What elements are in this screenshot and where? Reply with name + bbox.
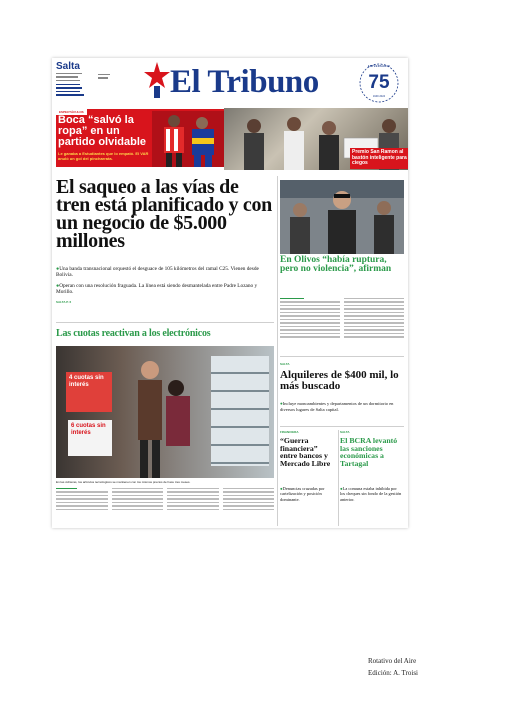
city-label: Salta — [56, 61, 80, 72]
credits-line-2: Edición: A. Troisi — [368, 669, 418, 677]
shoppers-figures — [126, 354, 206, 478]
alquileres-summary — [280, 401, 404, 412]
promo-headline: Boca “salvó la ropa” en un partido olvidable — [58, 114, 147, 148]
ibcra-kicker: SALTA — [340, 430, 350, 434]
guerra-headline[interactable]: “Guerra financiera” entre bancos y Mercado Libre — [280, 436, 331, 468]
anniversary-number: 75 — [368, 72, 390, 93]
olivos-headline[interactable]: En Olivos “había ruptura, pero no violencia”, afirman — [280, 255, 392, 274]
alquileres-kicker: SALTA — [280, 362, 290, 366]
promo-subline: Le ganaba a Estudiantes que lo empató. El VAR anuló un gol del pincharrata. — [58, 151, 149, 161]
ibcra-summary-text: La comuna estaba inhibida por los cheques sin fondo de la gestión anterior. — [340, 486, 402, 502]
newspaper-front-page — [52, 58, 408, 528]
main-story-kicker: SALTA P. 6 — [56, 299, 72, 304]
bullet-dot-icon: ● — [56, 282, 60, 289]
store-photo — [56, 346, 274, 478]
edition-credits — [368, 655, 418, 679]
store-shelves — [211, 356, 269, 466]
alquileres-summary-text: Incluye monoambientes y departamentos de un dormitorio en diversos lugares de Salta capital. — [280, 401, 394, 412]
anniversary-years: 1949 2024 — [372, 95, 386, 98]
main-bullet-1-text: Una banda transnacional orquestó el desguace de 105 kilómetros del ramal C25. Vienen desde Bolivia. — [56, 266, 259, 279]
store-caption: En las vidrieras, los artículos tecnológicos se mantienen con los mismos precios de hace tres meses. — [56, 480, 191, 484]
main-bullet-1 — [56, 266, 274, 279]
section-divider — [56, 322, 274, 323]
award-caption: Premio San Ramon al bastón inteligente para ciegos — [350, 148, 408, 169]
bullet-dot-icon: ● — [280, 401, 283, 406]
social-links — [56, 84, 88, 98]
guerra-kicker: FINANCIERA — [280, 430, 299, 434]
bullet-dot-icon: ● — [340, 486, 343, 491]
cuotas-headline[interactable]: Las cuotas reactivan a los electrónicos — [56, 328, 211, 339]
body-column — [56, 488, 108, 526]
main-bullet-2 — [56, 283, 274, 296]
body-column — [112, 488, 164, 526]
alquileres-headline[interactable]: Alquileres de $400 mil, lo más buscado — [280, 369, 399, 392]
bullet-dot-icon: ● — [56, 266, 60, 272]
ibcra-headline[interactable]: El BCRA levantó las sanciones económicas a Tartagal — [340, 436, 398, 468]
main-headline[interactable]: El saqueo a las vías de tren está planificado y con un negocio de $5.000 millones — [56, 176, 272, 252]
main-bullet-2-text: Operan con una resolución fraguada. La línea está siendo desmantelada entre Padre Lozano y Morillo. — [56, 282, 258, 296]
section-divider — [280, 356, 404, 357]
section-divider — [280, 426, 404, 427]
column-rule — [338, 430, 339, 526]
olivos-body-right — [344, 298, 404, 340]
cuotas-body-columns — [56, 488, 274, 526]
guerra-summary-text: Denuncias cruzadas por cartelización y posición dominante. — [280, 486, 325, 502]
store-sign-2: 6 cuotas sin interés — [68, 420, 112, 456]
ibcra-summary — [340, 486, 402, 502]
olivos-body-left — [280, 298, 340, 340]
date-block — [56, 73, 86, 83]
olivos-photo — [280, 180, 404, 254]
body-column — [167, 488, 219, 526]
masthead-star-icon — [142, 60, 172, 100]
weather-block — [98, 74, 112, 81]
bullet-dot-icon: ● — [280, 486, 283, 491]
football-players-photo — [152, 111, 224, 167]
main-bullets — [56, 266, 274, 304]
column-rule — [277, 176, 278, 526]
anniversary-arc-text: ANIVERSARIO — [367, 65, 391, 68]
anniversary-badge — [356, 62, 402, 104]
olivos-scene — [280, 180, 404, 254]
store-sign-1: 4 cuotas sin interés — [66, 372, 112, 412]
credits-line-1: Rotativo del Aire — [368, 657, 417, 665]
guerra-summary — [280, 486, 336, 502]
masthead-title: El Tribuno — [170, 64, 319, 100]
body-column — [223, 488, 275, 526]
promo-tag: ESPECTÁCULOS — [56, 109, 87, 115]
